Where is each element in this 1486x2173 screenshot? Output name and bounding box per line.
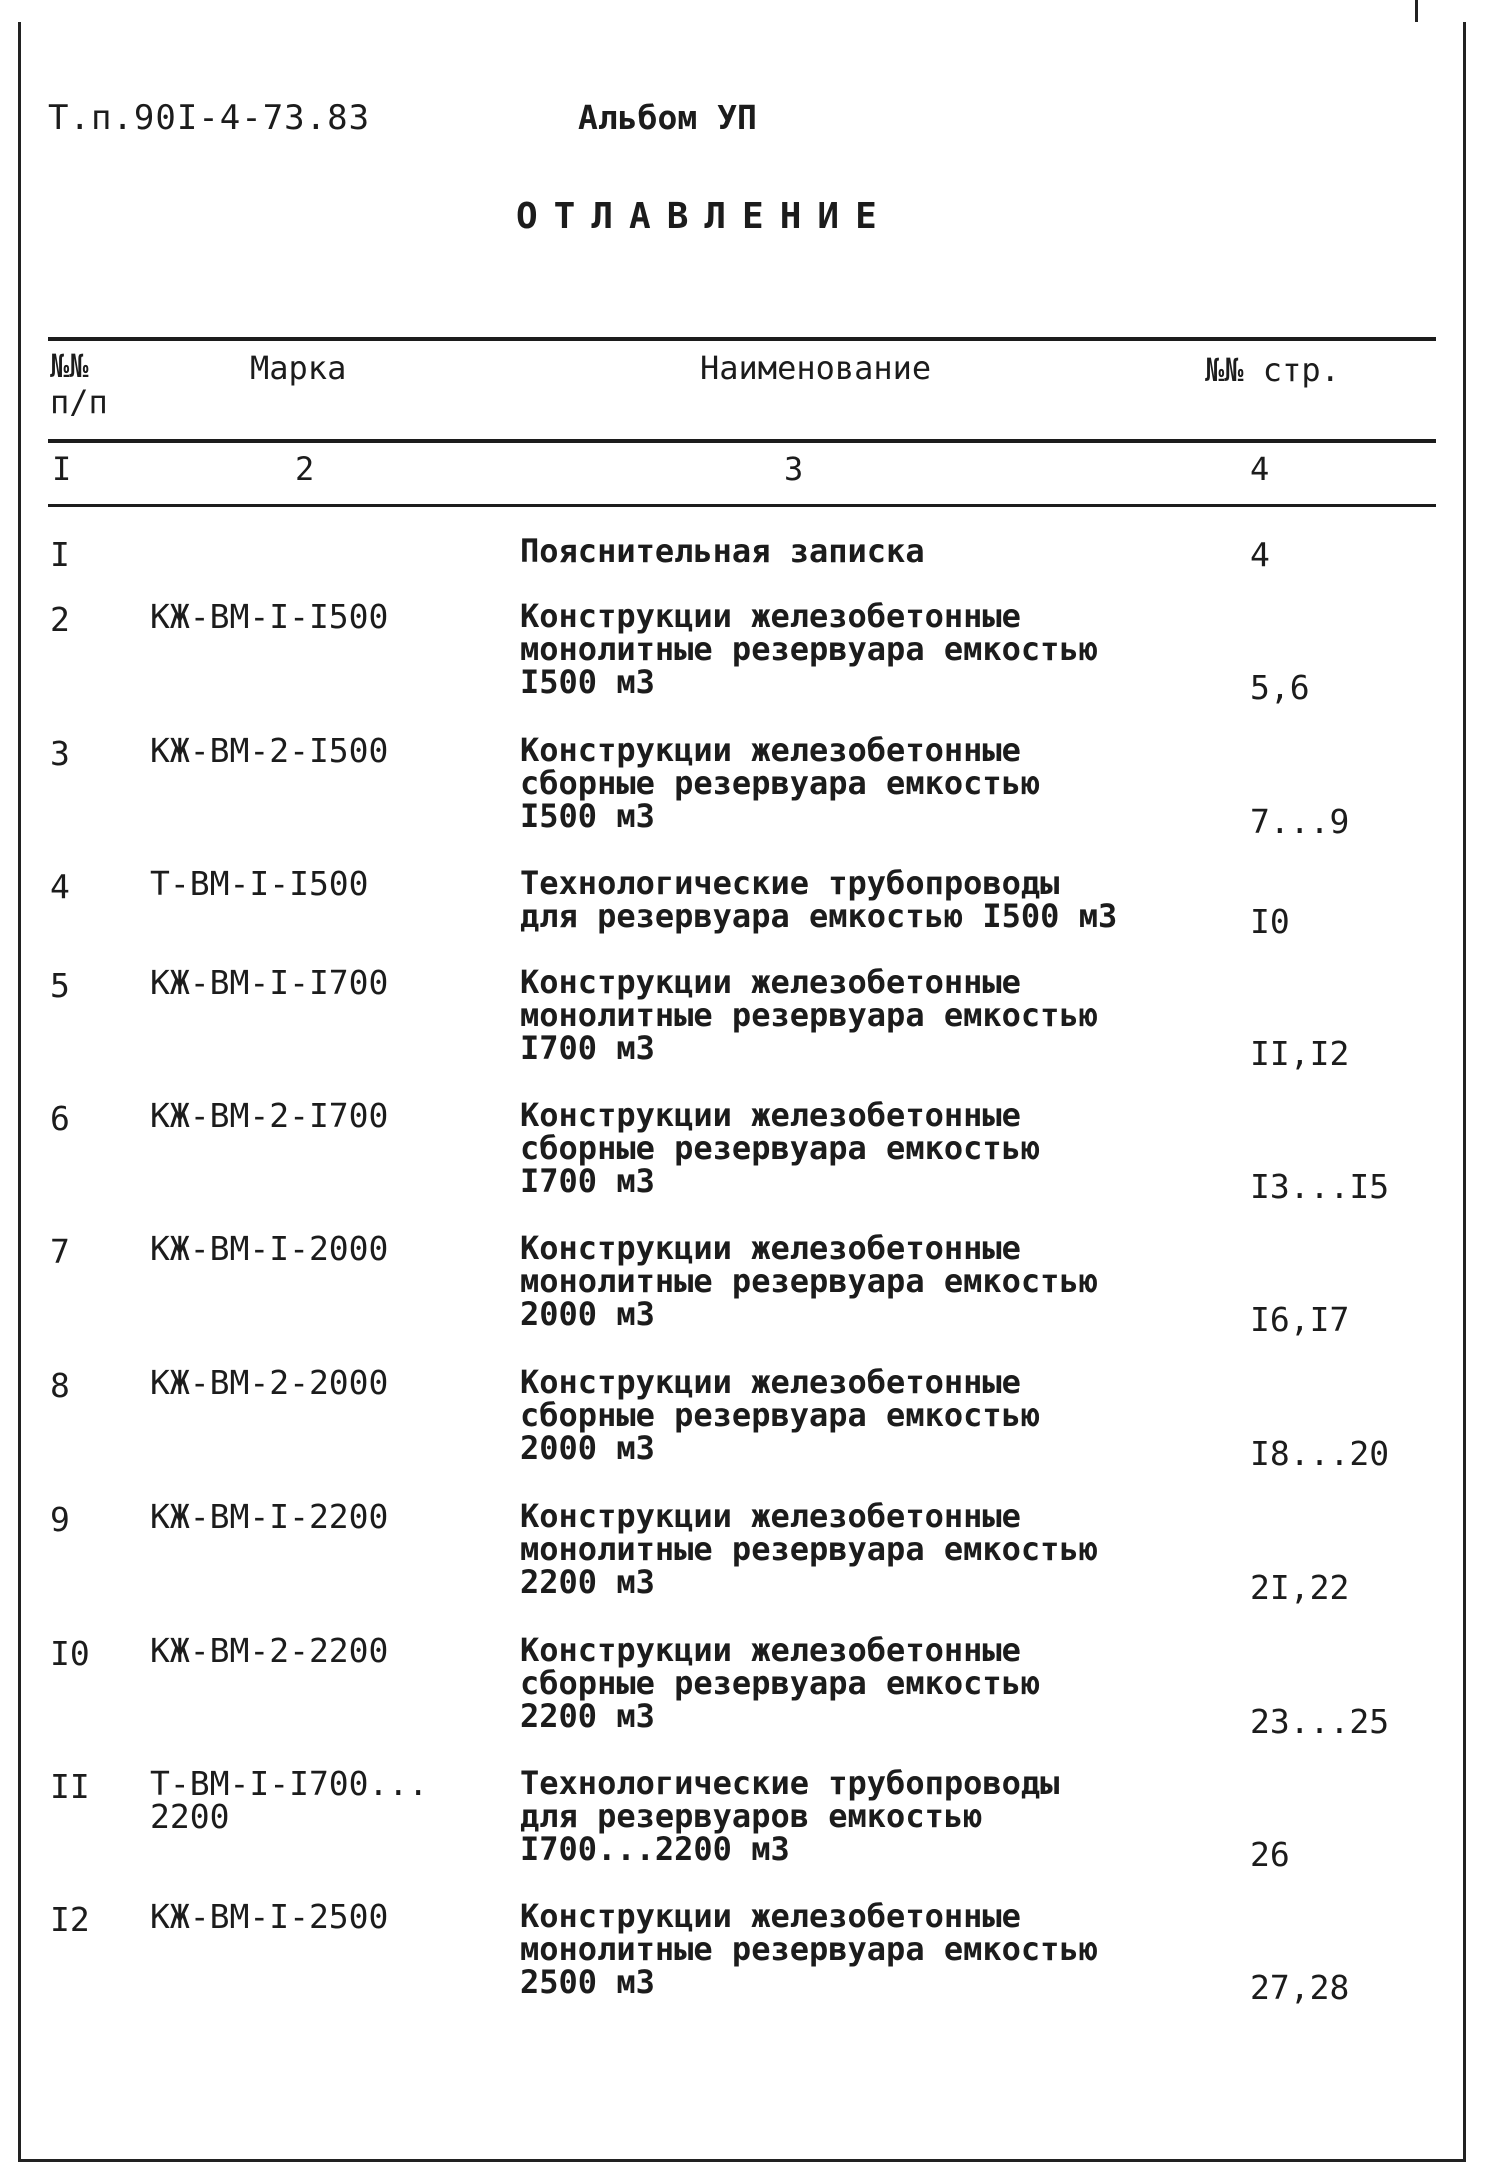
header-mark: Марка [250,349,347,387]
row-number: 9 [50,1500,70,1539]
row-name-line: сборные резервуара емкостью [520,1396,1041,1434]
row-name-line: Пояснительная записка [520,532,925,570]
header-number: №№ п/п [50,347,108,421]
row-name [520,1897,1200,2001]
row-name [520,1363,1200,1467]
row-name-line: Технологические трубопроводы [520,1764,1060,1802]
row-page: I6,I7 [1250,1300,1350,1339]
row-name-line: Конструкции железобетонные [520,731,1021,769]
row-name-line: сборные резервуара емкостью [520,1664,1041,1702]
header-page: №№ стр. [1205,351,1340,389]
row-page: 5,6 [1250,668,1310,707]
row-mark: КЖ-ВМ-I-I500 [150,597,389,636]
row-page: 4 [1250,535,1270,574]
album-label: Альбом УП [578,98,757,137]
row-number: 8 [50,1366,70,1405]
row-name [520,731,1200,835]
row-name-line: монолитные резервуара емкостью [520,1930,1098,1968]
row-name-line: Конструкции железобетонные [520,1229,1021,1267]
document-code: Т.п.90I-4-73.83 [48,98,371,138]
header-bottom-rule [48,439,1436,443]
row-name-line: сборные резервуара емкостью [520,764,1041,802]
row-name-line: Конструкции железобетонные [520,1497,1021,1535]
row-name-line: Конструкции железобетонные [520,1897,1021,1935]
row-name-line: Конструкции железобетонные [520,963,1021,1001]
row-name-line: Конструкции железобетонные [520,1631,1021,1669]
row-name-line: I500 м3 [520,663,655,701]
row-page: 7...9 [1250,802,1350,841]
row-name [520,597,1200,701]
row-name-line: монолитные резервуара емкостью [520,1530,1098,1568]
row-mark: КЖ-ВМ-I-2000 [150,1229,389,1268]
row-name-line: I700 м3 [520,1029,655,1067]
row-name-line: монолитные резервуара емкостью [520,1262,1098,1300]
row-number: 2 [50,600,70,639]
page-title: ОТЛАВЛЕНИЕ [516,196,893,237]
row-page: 2I,22 [1250,1568,1350,1607]
row-name-line: Технологические трубопроводы [520,864,1060,902]
column-number-3: 3 [784,450,804,488]
row-mark: КЖ-ВМ-I-I700 [150,963,389,1002]
row-name [520,1229,1200,1333]
row-page: I3...I5 [1250,1167,1390,1206]
header-top-rule [48,337,1436,341]
row-name [520,864,1200,935]
row-name [520,532,1200,570]
row-name-line: Конструкции железобетонные [520,1096,1021,1134]
row-number: 7 [50,1232,70,1271]
row-page: 23...25 [1250,1702,1390,1741]
row-name-line: I500 м3 [520,797,655,835]
row-mark: КЖ-ВМ-2-I700 [150,1096,389,1135]
row-page: II,I2 [1250,1034,1350,1073]
row-name-line: Конструкции железобетонные [520,1363,1021,1401]
row-page: I8...20 [1250,1434,1390,1473]
row-number: II [50,1767,90,1806]
row-number: I0 [50,1634,90,1673]
row-page: 27,28 [1250,1968,1350,2007]
row-number: 4 [50,867,70,906]
row-name-line: Конструкции железобетонные [520,597,1021,635]
row-name-line: монолитные резервуара емкостью [520,630,1098,668]
row-name [520,1096,1200,1200]
column-number-2: 2 [295,450,315,488]
row-mark: КЖ-ВМ-2-2200 [150,1631,389,1670]
row-name-line: сборные резервуара емкостью [520,1129,1041,1167]
row-name-line: 2200 м3 [520,1697,655,1735]
row-mark: КЖ-ВМ-2-2000 [150,1363,389,1402]
row-page: I0 [1250,902,1290,941]
row-number: 6 [50,1099,70,1138]
row-name-line: для резервуара емкостью I500 м3 [520,897,1118,935]
row-mark: КЖ-ВМ-I-2500 [150,1897,389,1936]
row-number: I [50,535,70,574]
row-page: 26 [1250,1835,1290,1874]
row-number: 3 [50,734,70,773]
column-number-1: I [52,450,72,488]
row-number: 5 [50,966,70,1005]
row-name-line: 2200 м3 [520,1563,655,1601]
row-name [520,1631,1200,1735]
row-name-line: I700 м3 [520,1162,655,1200]
row-mark: КЖ-ВМ-I-2200 [150,1497,389,1536]
row-number: I2 [50,1900,90,1939]
row-name-line: для резервуаров емкостью [520,1797,983,1835]
row-mark: Т-ВМ-I-I500 [150,864,369,903]
row-name-line: 2000 м3 [520,1429,655,1467]
row-name-line: 2500 м3 [520,1963,655,2001]
row-mark: Т-ВМ-I-I700... 2200 [150,1764,429,1836]
row-mark: КЖ-ВМ-2-I500 [150,731,389,770]
column-number-rule [48,504,1436,507]
row-name-line: 2000 м3 [520,1295,655,1333]
frame-tick [1415,0,1418,22]
column-number-4: 4 [1250,450,1270,488]
header-name: Наименование [700,349,932,387]
row-name [520,1497,1200,1601]
row-name [520,1764,1200,1868]
row-name-line: I700...2200 м3 [520,1830,790,1868]
row-name-line: монолитные резервуара емкостью [520,996,1098,1034]
row-name [520,963,1200,1067]
